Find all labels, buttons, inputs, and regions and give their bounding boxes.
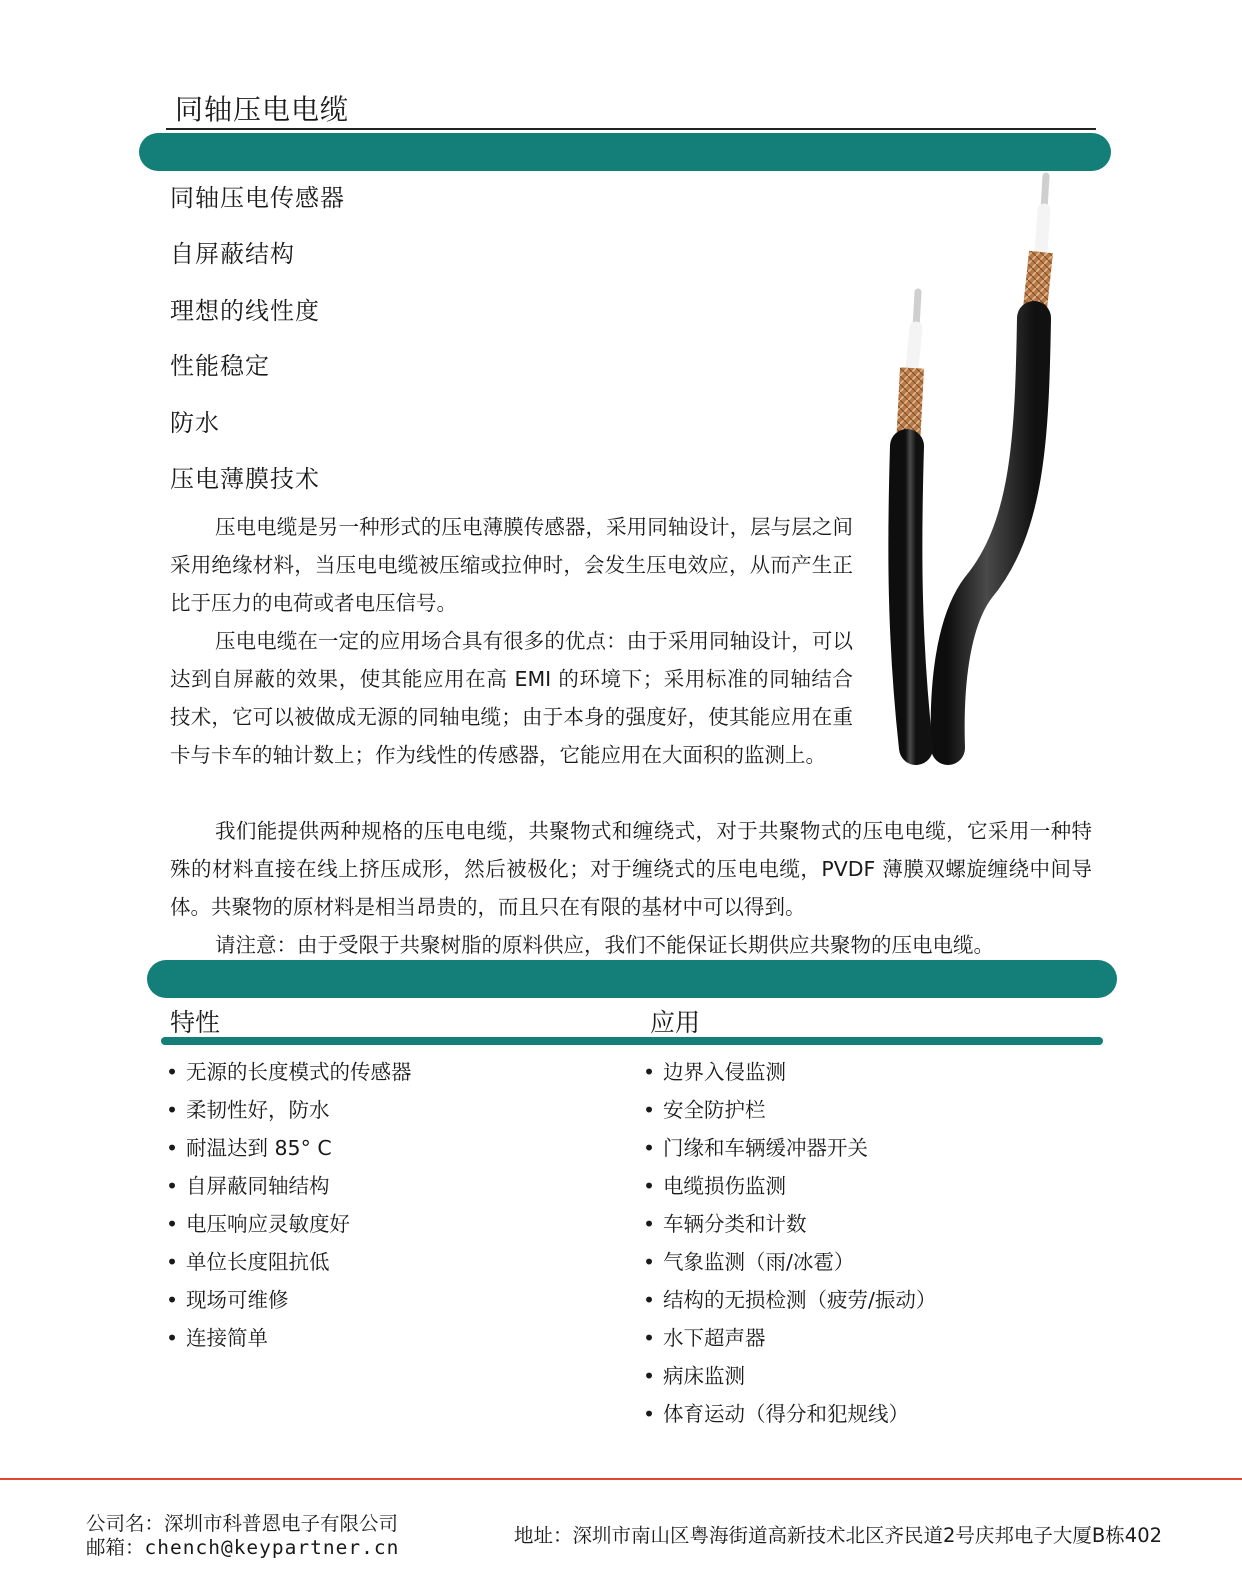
section-divider <box>161 1037 1103 1045</box>
features-list <box>166 1053 412 1357</box>
list-item: • 单位长度阻抗低 <box>166 1243 412 1281</box>
bullet-icon: • <box>643 1288 656 1312</box>
bullet-icon: • <box>643 1402 656 1426</box>
headline-6: 压电薄膜技术 <box>170 465 320 493</box>
features-heading: 特性 <box>170 1008 221 1037</box>
list-item: • 电缆损伤监测 <box>643 1167 936 1205</box>
bullet-icon: • <box>166 1250 179 1274</box>
list-item: • 现场可维修 <box>166 1281 412 1319</box>
bullet-icon: • <box>166 1212 179 1236</box>
list-item: • 结构的无损检测（疲劳/振动） <box>643 1281 936 1319</box>
bullet-icon: • <box>166 1060 179 1084</box>
bullet-icon: • <box>166 1326 179 1350</box>
bullet-icon: • <box>166 1174 179 1198</box>
address-label: 地址： <box>514 1524 573 1547</box>
list-item: • 无源的长度模式的传感器 <box>166 1053 412 1091</box>
bullet-icon: • <box>643 1098 656 1122</box>
paragraph-3: 我们能提供两种规格的压电电缆，共聚物式和缠绕式，对于共聚物式的压电电缆，它采用一种特殊的材料直接在线上挤压成形，然后被极化；对于缠绕式的压电电缆，PVDF 薄膜双螺旋缠绕中间导体。共聚物的原材料是相当昂贵的，而且只在有限的基材中可以得到。 <box>170 819 1092 919</box>
company-name: 深圳市科普恩电子有限公司 <box>164 1512 399 1535</box>
list-item: • 体育运动（得分和犯规线） <box>643 1395 936 1433</box>
page-title: 同轴压电电缆 <box>175 93 350 126</box>
list-item: • 耐温达到 85° C <box>166 1129 412 1167</box>
paragraph-1: 压电电缆是另一种形式的压电薄膜传感器，采用同轴设计，层与层之间采用绝缘材料，当压电电缆被压缩或拉伸时，会发生压电效应，从而产生正比于压力的电荷或者电压信号。 <box>170 515 853 615</box>
paragraph-2: 压电电缆在一定的应用场合具有很多的优点：由于采用同轴设计，可以达到自屏蔽的效果，使其能应用在高 EMI 的环境下；采用标准的同轴结合技术，它可以被做成无源的同轴电缆；由于本身的强度好，使其能应用在重卡与卡车的轴计数上；作为线性的传感器，它能应用在大面积的监测上。 <box>170 629 853 767</box>
paragraph-4: 请注意：由于受限于共聚树脂的原料供应，我们不能保证长期供应共聚物的压电电缆。 <box>215 933 994 957</box>
company-label: 公司名： <box>86 1512 165 1535</box>
bullet-icon: • <box>643 1212 656 1236</box>
bullet-icon: • <box>643 1326 656 1350</box>
list-item: • 连接简单 <box>166 1319 412 1357</box>
list-item: • 车辆分类和计数 <box>643 1205 936 1243</box>
headline-2: 自屏蔽结构 <box>170 240 295 268</box>
bullet-icon: • <box>643 1364 656 1388</box>
bullet-icon: • <box>166 1136 179 1160</box>
address-value: 深圳市南山区粤海街道高新技术北区齐民道2号庆邦电子大厦B栋402 <box>572 1524 1163 1547</box>
email-label: 邮箱： <box>86 1536 145 1559</box>
list-item: • 安全防护栏 <box>643 1091 936 1129</box>
list-item: • 病床监测 <box>643 1357 936 1395</box>
footer-divider <box>0 1478 1242 1480</box>
headline-3: 理想的线性度 <box>170 297 320 325</box>
list-item: • 气象监测（雨/冰雹） <box>643 1243 936 1281</box>
bullet-icon: • <box>166 1288 179 1312</box>
list-item: • 柔韧性好，防水 <box>166 1091 412 1129</box>
list-item: • 自屏蔽同轴结构 <box>166 1167 412 1205</box>
list-item: • 水下超声器 <box>643 1319 936 1357</box>
headline-1: 同轴压电传感器 <box>170 184 345 212</box>
bullet-icon: • <box>643 1250 656 1274</box>
title-divider <box>166 128 1096 130</box>
bullet-icon: • <box>643 1174 656 1198</box>
headline-4: 性能稳定 <box>170 352 270 380</box>
teal-banner-middle <box>147 960 1117 998</box>
list-item: • 边界入侵监测 <box>643 1053 936 1091</box>
teal-banner-top <box>139 133 1111 171</box>
list-item: • 电压响应灵敏度好 <box>166 1205 412 1243</box>
email-link[interactable]: chench@keypartner.cn <box>144 1536 400 1559</box>
footer-email <box>86 1532 399 1560</box>
bullet-icon: • <box>643 1136 656 1160</box>
coaxial-cable-photo <box>860 168 1090 780</box>
headline-5: 防水 <box>170 409 220 437</box>
list-item: • 门缘和车辆缓冲器开关 <box>643 1129 936 1167</box>
footer-address <box>514 1520 1162 1548</box>
applications-list <box>643 1053 936 1433</box>
bullet-icon: • <box>643 1060 656 1084</box>
applications-heading: 应用 <box>650 1008 701 1037</box>
bullet-icon: • <box>166 1098 179 1122</box>
